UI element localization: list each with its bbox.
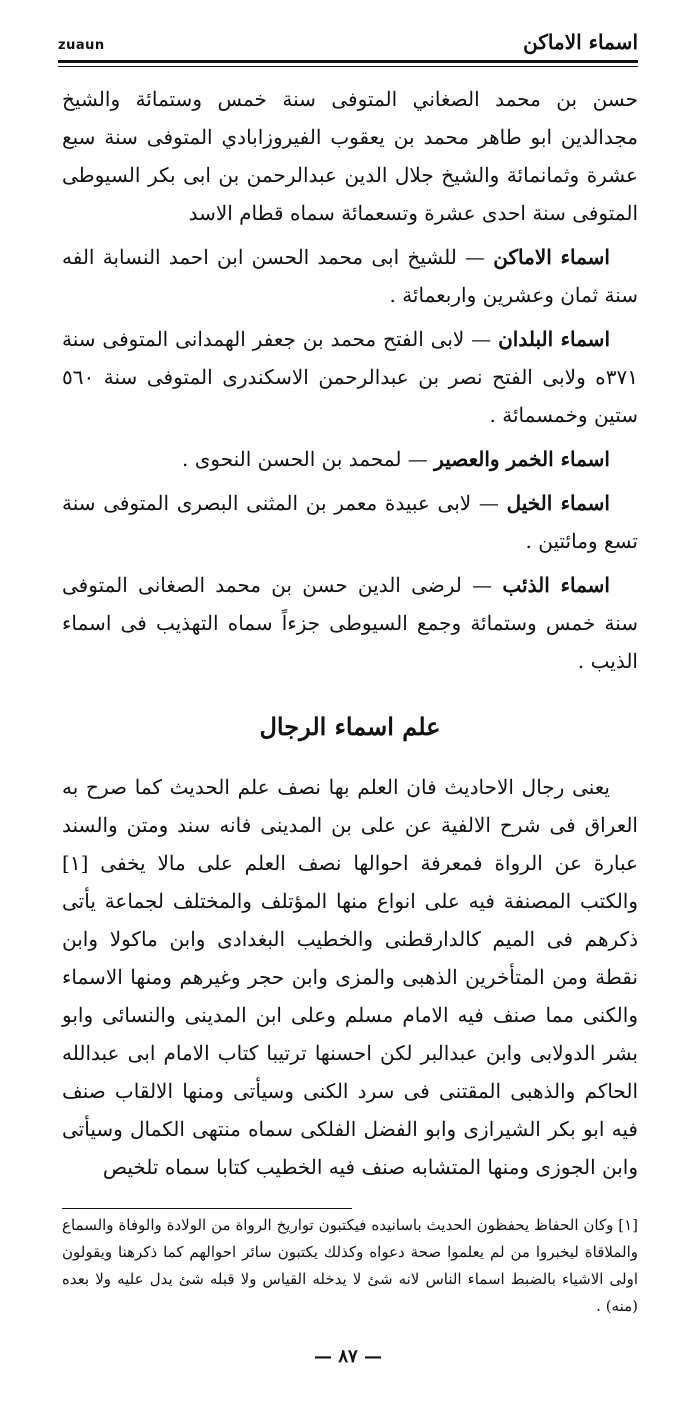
header-rule-thick — [58, 60, 638, 63]
entry-text: — لابى الفتح محمد بن جعفر الهمدانى المتوفى سنة ٣٧١ه ولابى الفتح نصر بن عبدالرحمن الاسكندرى المتوفى سنة ٥٦٠ ستين وخمسمائة . — [62, 327, 638, 427]
entry-term: اسماء الاماكن — [493, 245, 610, 269]
main-text — [62, 80, 638, 1192]
entry-countries — [62, 320, 638, 434]
footnote: [١] وكان الحفاظ يحفظون الحديث باسانيده فيكتبون تواريخ الرواة من الولادة والوفاة والسماع والملاقاة ليخبروا من لم يعلموا صحة دعواه وكذلك يكتبون سائر احوالهم كما ذكرهنا ويقولون اولى الاشياء بالضبط اسماء الناس لانه شئ لا يدخله القياس ولا قبله شئ يدل عليه ولا بعده (منه) . — [62, 1216, 638, 1315]
entry-text: — للشيخ ابى محمد الحسن ابن احمد النسابة الفه سنة ثمان وعشرين واربعمائة . — [62, 245, 638, 307]
running-header-title: اسماء الاماكن — [523, 30, 638, 54]
entry-places — [62, 238, 638, 314]
entry-horses — [62, 484, 638, 560]
section-heading: علم اسماء الرجال — [259, 712, 441, 741]
paragraph-text: حسن بن محمد الصغاني المتوفى سنة خمس وستمائة والشيخ مجدالدين ابو طاهر محمد بن يعقوب الفيروزابادي المتوفى سنة سبع عشرة وثمانمائة والشيخ جلال الدين عبدالرحمن بن ابى بكر السيوطى المتوفى سنة احدى عشرة وتسعمائة سماه قطام الاسد — [62, 87, 638, 225]
entry-text: — لرضى الدين حسن بن محمد الصغانى المتوفى سنة خمس وستمائة وجمع السيوطى جزءاً سماه التهذيب فى اسماء الذيب . — [62, 573, 638, 673]
footnote-separator — [62, 1208, 352, 1209]
entry-text: — لمحمد بن الحسن النحوى . — [182, 447, 435, 471]
entry-text: — لابى عبيدة معمر بن المثنى البصرى المتوفى سنة تسع ومائتين . — [62, 491, 638, 553]
entry-term: اسماء البلدان — [498, 327, 610, 351]
entry-wolf — [62, 566, 638, 680]
paragraph-continuation — [62, 80, 638, 232]
entry-wine — [62, 440, 638, 478]
entry-term: اسماء الذئب — [502, 573, 610, 597]
entry-term: اسماء الخيل — [506, 491, 610, 515]
page-number: — ٨٧ — — [314, 1346, 382, 1367]
section-paragraph: يعنى رجال الاحاديث فان العلم بها نصف علم الحديث كما صرح به العراق فى شرح الالفية عن على بن المدينى فانه سند ومتن والسند عبارة عن الرواة فمعرفة احوالها نصف العلم على مالا يخفى [١] والكتب المصنفة فيه على انواع منها المؤتلف والمختلف لجماعة يأتى ذكرهم فى الميم كالدارقطنى والخطيب البغدادى وابن ماكولا وابن نقطة ومن المتأخرين الذهبى والمزى وابن حجر وغيرهم ومنها الاسماء والكنى مما صنف فيه الامام مسلم وعلى ابن المدينى والنسائى وابو بشر الدولابى وابن عبدالبر لكن احسنها ترتيبا كتاب الامام ابى عبدالله الحاكم والذهبى المقتنى فى سرد الكنى وسيأتى ومنها الالقاب صنف فيه ابو بكر الشيرازى وابو الفضل الفلكى سماه منتهى الكمال وسيأتى وابن الجوزى ومنها المتشابه صنف فيه الخطيب كتابا سماه تلخيص — [62, 775, 638, 1179]
running-header-left: zuaun — [58, 38, 105, 53]
entry-term: اسماء الخمر والعصير — [434, 447, 610, 471]
header-rule-thin — [58, 66, 638, 67]
